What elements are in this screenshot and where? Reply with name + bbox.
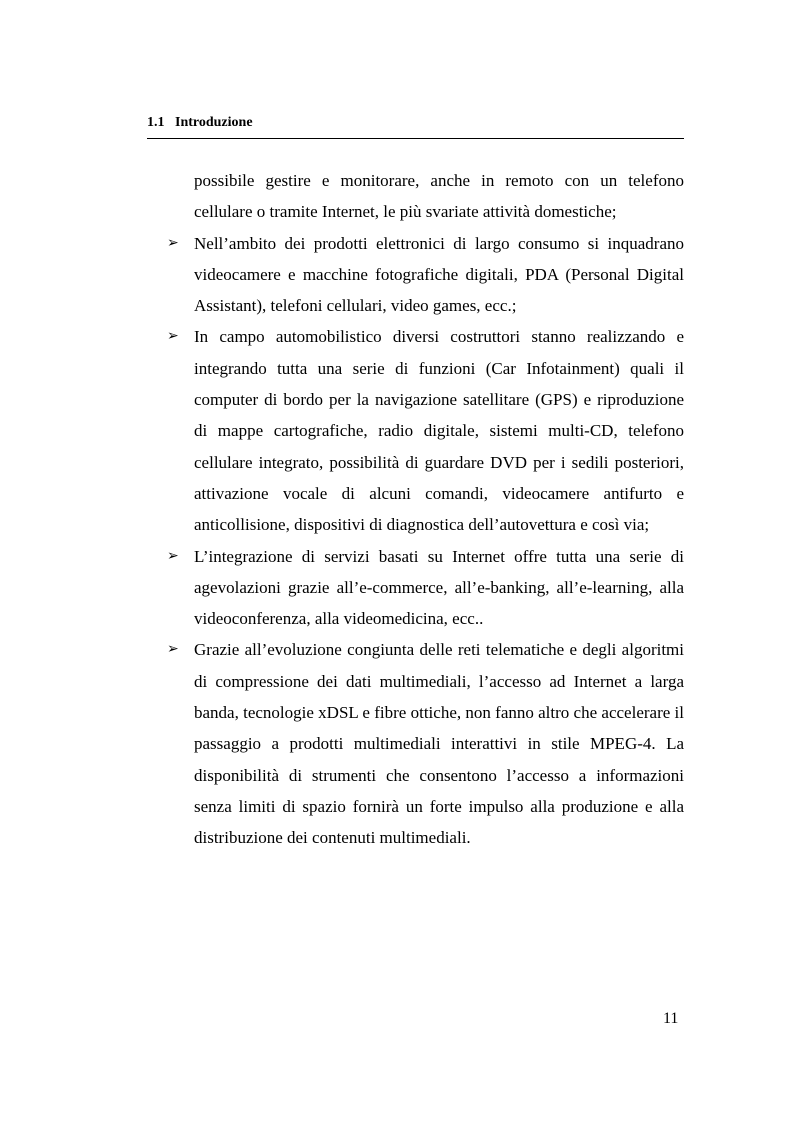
section-title: Introduzione bbox=[175, 115, 253, 130]
page-number: 11 bbox=[663, 1010, 679, 1027]
page-body bbox=[147, 165, 684, 854]
arrow-bullet-icon: ➢ bbox=[167, 234, 179, 251]
arrow-bullet-icon: ➢ bbox=[167, 641, 179, 658]
section-heading bbox=[147, 115, 253, 131]
section-number: 1.1 bbox=[147, 115, 165, 130]
list-item-text: L’integrazione di servizi basati su Internet offre tutta una serie di agevolazioni grazie all’e-commerce, all’e-banking, all’e-learning, alla videoconferenza, alla videomedicina, ecc.. bbox=[194, 546, 684, 629]
arrow-bullet-icon: ➢ bbox=[167, 328, 179, 345]
list-item bbox=[147, 321, 684, 540]
running-header bbox=[147, 115, 684, 139]
list-item bbox=[147, 634, 684, 853]
list-item bbox=[147, 541, 684, 635]
list-item-text: Nell’ambito dei prodotti elettronici di largo consumo si inquadrano videocamere e macchine fotografiche digitali, PDA (Personal Digital Assistant), telefoni cellulari, video games, ecc.; bbox=[194, 233, 684, 316]
arrow-bullet-icon: ➢ bbox=[167, 547, 179, 564]
continuation-paragraph: possibile gestire e monitorare, anche in remoto con un telefono cellulare o tramite Internet, le più svariate attività domestiche; bbox=[194, 171, 684, 222]
list-item bbox=[147, 228, 684, 322]
list-item-text: In campo automobilistico diversi costruttori stanno realizzando e integrando tutta una serie di funzioni (Car Infotainment) quali il computer di bordo per la navigazione satellitare (GPS) e riproduzione di mappe cartografiche, radio digitale, sistemi multi-CD, telefono cellulare integrato, possibilità di guardare DVD per i sedili posteriori, attivazione vocale di alcuni comandi, videocamere antifurto e anticollisione, dispositivi di diagnostica dell’autovettura e così via; bbox=[194, 327, 684, 535]
list-item-text: Grazie all’evoluzione congiunta delle reti telematiche e degli algoritmi di compressione dei dati multimediali, l’accesso ad Internet a larga banda, tecnologie xDSL e fibre ottiche, non fanno altro che accelerare il passaggio a prodotti multimediali interattivi in stile MPEG-4. La disponibilità di strumenti che consentono l’accesso a informazioni senza limiti di spazio fornirà un forte impulso alla produzione e alla distribuzione dei contenuti multimediali. bbox=[194, 640, 684, 848]
